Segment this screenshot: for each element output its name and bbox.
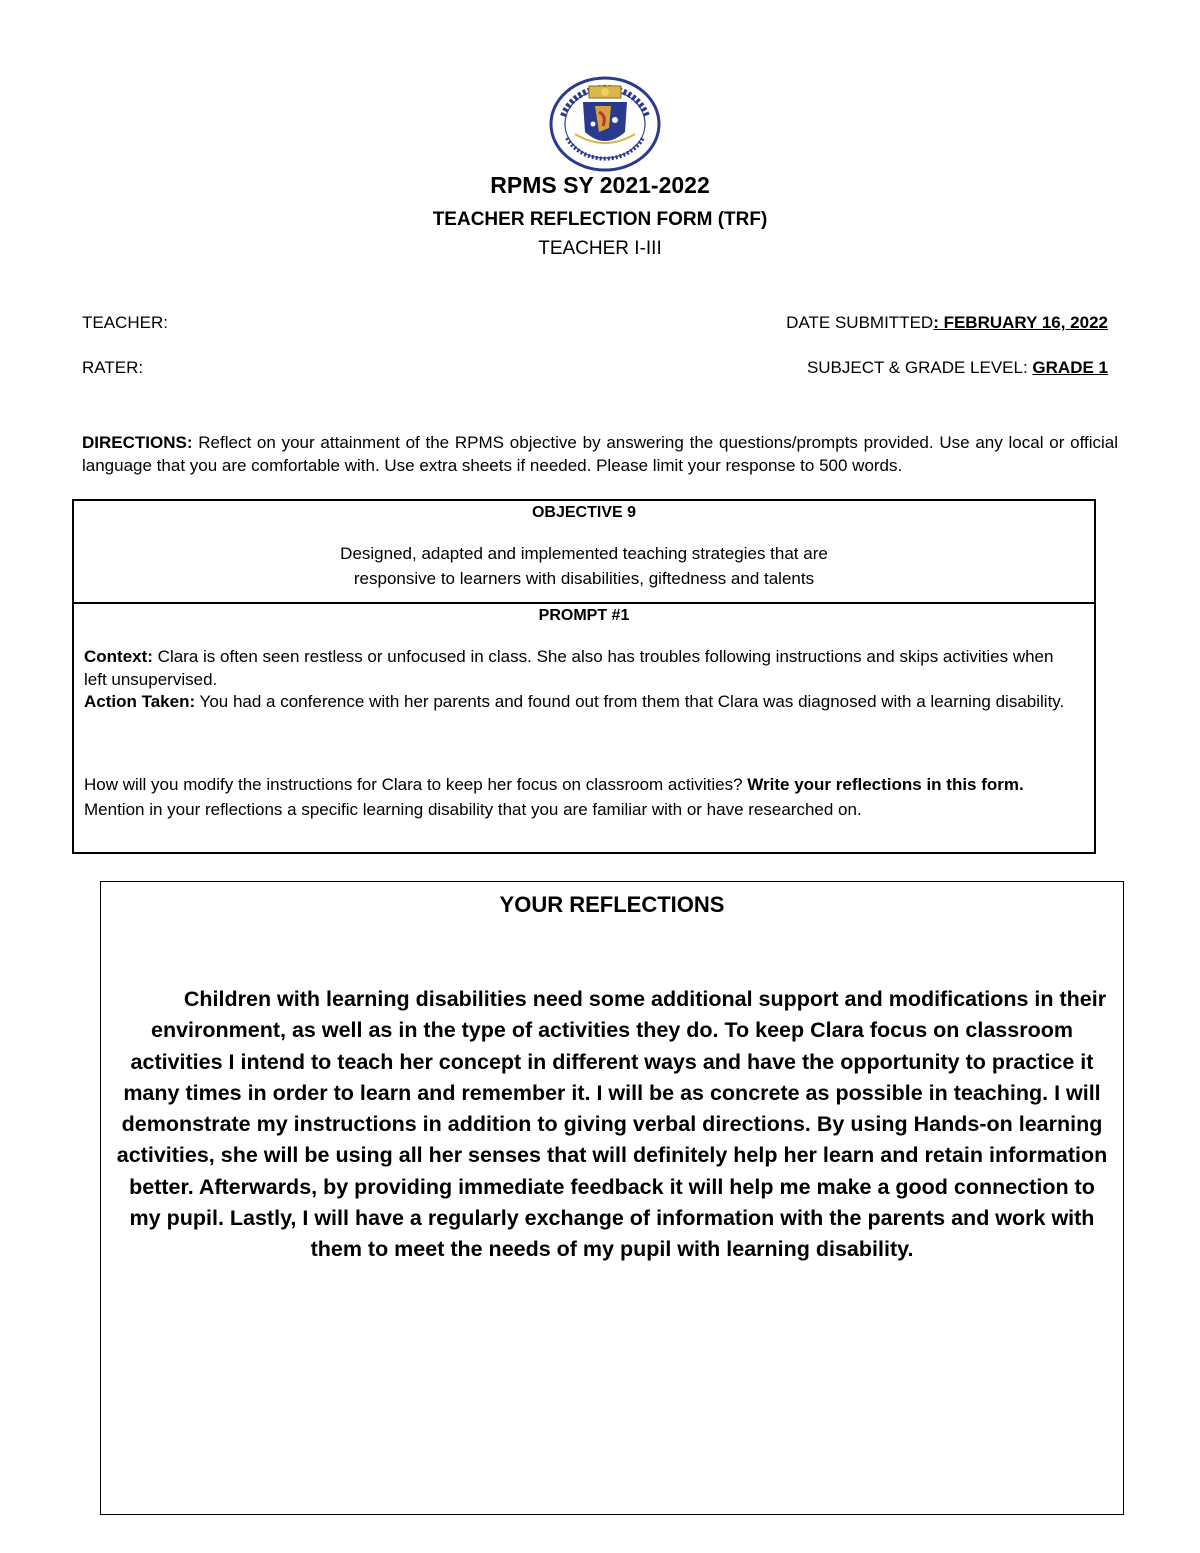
objective-prompt-table	[72, 499, 1096, 854]
date-value: : FEBRUARY 16, 2022	[933, 313, 1108, 332]
form-name: TEACHER REFLECTION FORM (TRF)	[432, 209, 768, 230]
objective-line-1: Designed, adapted and implemented teaching strategies that are	[340, 544, 828, 563]
teacher-level: TEACHER I-III	[538, 238, 662, 259]
prompt-section	[74, 604, 1094, 852]
reflections-box	[100, 881, 1124, 1515]
teacher-label: TEACHER:	[82, 313, 168, 332]
prompt-heading: PROMPT #1	[538, 607, 630, 624]
reflections-body: Children with learning disabilities need some additional support and modifications in their environment, as well as in the type of activities they do. To keep Clara focus on classroom activities I intend to teach her concept in different ways and have the opportunity to practice it many times in order to learn and remember it. I will be as concrete as possible in teaching. I will demonstrate my instructions in addition to giving verbal directions. By using Hands-on learning activities, she will be using all her senses that will definitely help her learn and retain information better. Afterwards, by providing immediate feedback it will help me make a good connection to my pupil. Lastly, I will have a regularly exchange of information with the parents and work with them to meet the needs of my pupil with learning disability.	[116, 987, 1108, 1262]
prompt-question	[84, 772, 1076, 822]
prompt-context	[84, 646, 1076, 691]
objective-text	[74, 541, 1094, 591]
page-title: RPMS SY 2021-2022	[490, 172, 710, 198]
reflections-heading: YOUR REFLECTIONS	[499, 892, 725, 917]
reflections-body-container	[115, 984, 1109, 1266]
directions	[82, 431, 1118, 477]
seal-icon	[549, 76, 661, 172]
objective-line-2: responsive to learners with disabilities, giftedness and talents	[353, 569, 815, 588]
subject-label: SUBJECT & GRADE LEVEL:	[806, 358, 1033, 377]
objective-section	[74, 501, 1094, 604]
deped-seal	[549, 76, 661, 172]
context-label: Context:	[84, 647, 153, 666]
question-text: How will you modify the instructions for Clara to keep her focus on classroom activities?	[84, 774, 748, 794]
date-label: DATE SUBMITTED	[786, 313, 934, 332]
rater-label: RATER:	[82, 358, 144, 377]
context-text: Clara is often seen restless or unfocused in class. She also has troubles following instructions and skips activities when left unsupervised.	[84, 647, 1054, 689]
subject-value: GRADE 1	[1032, 358, 1108, 377]
directions-text: Reflect on your attainment of the RPMS objective by answering the questions/prompts provided. Use any local or official language that you are comfortable with. Use extra sheets if needed. Please limit your response to 500 words.	[82, 433, 1118, 475]
prompt-action	[84, 691, 1076, 714]
date-submitted-field	[786, 313, 1108, 333]
action-text: You had a conference with her parents and found out from them that Clara was diagnosed with a learning disability.	[195, 692, 1065, 711]
action-label: Action Taken:	[84, 692, 196, 711]
subject-grade-field	[807, 358, 1108, 378]
question-bold: Write your reflections in this form.	[747, 774, 1024, 794]
objective-heading: OBJECTIVE 9	[531, 504, 637, 521]
question-tail: Mention in your reflections a specific learning disability that you are familiar with or have researched on.	[84, 799, 862, 819]
prompt-body	[84, 646, 1076, 822]
directions-label: DIRECTIONS:	[82, 433, 193, 452]
